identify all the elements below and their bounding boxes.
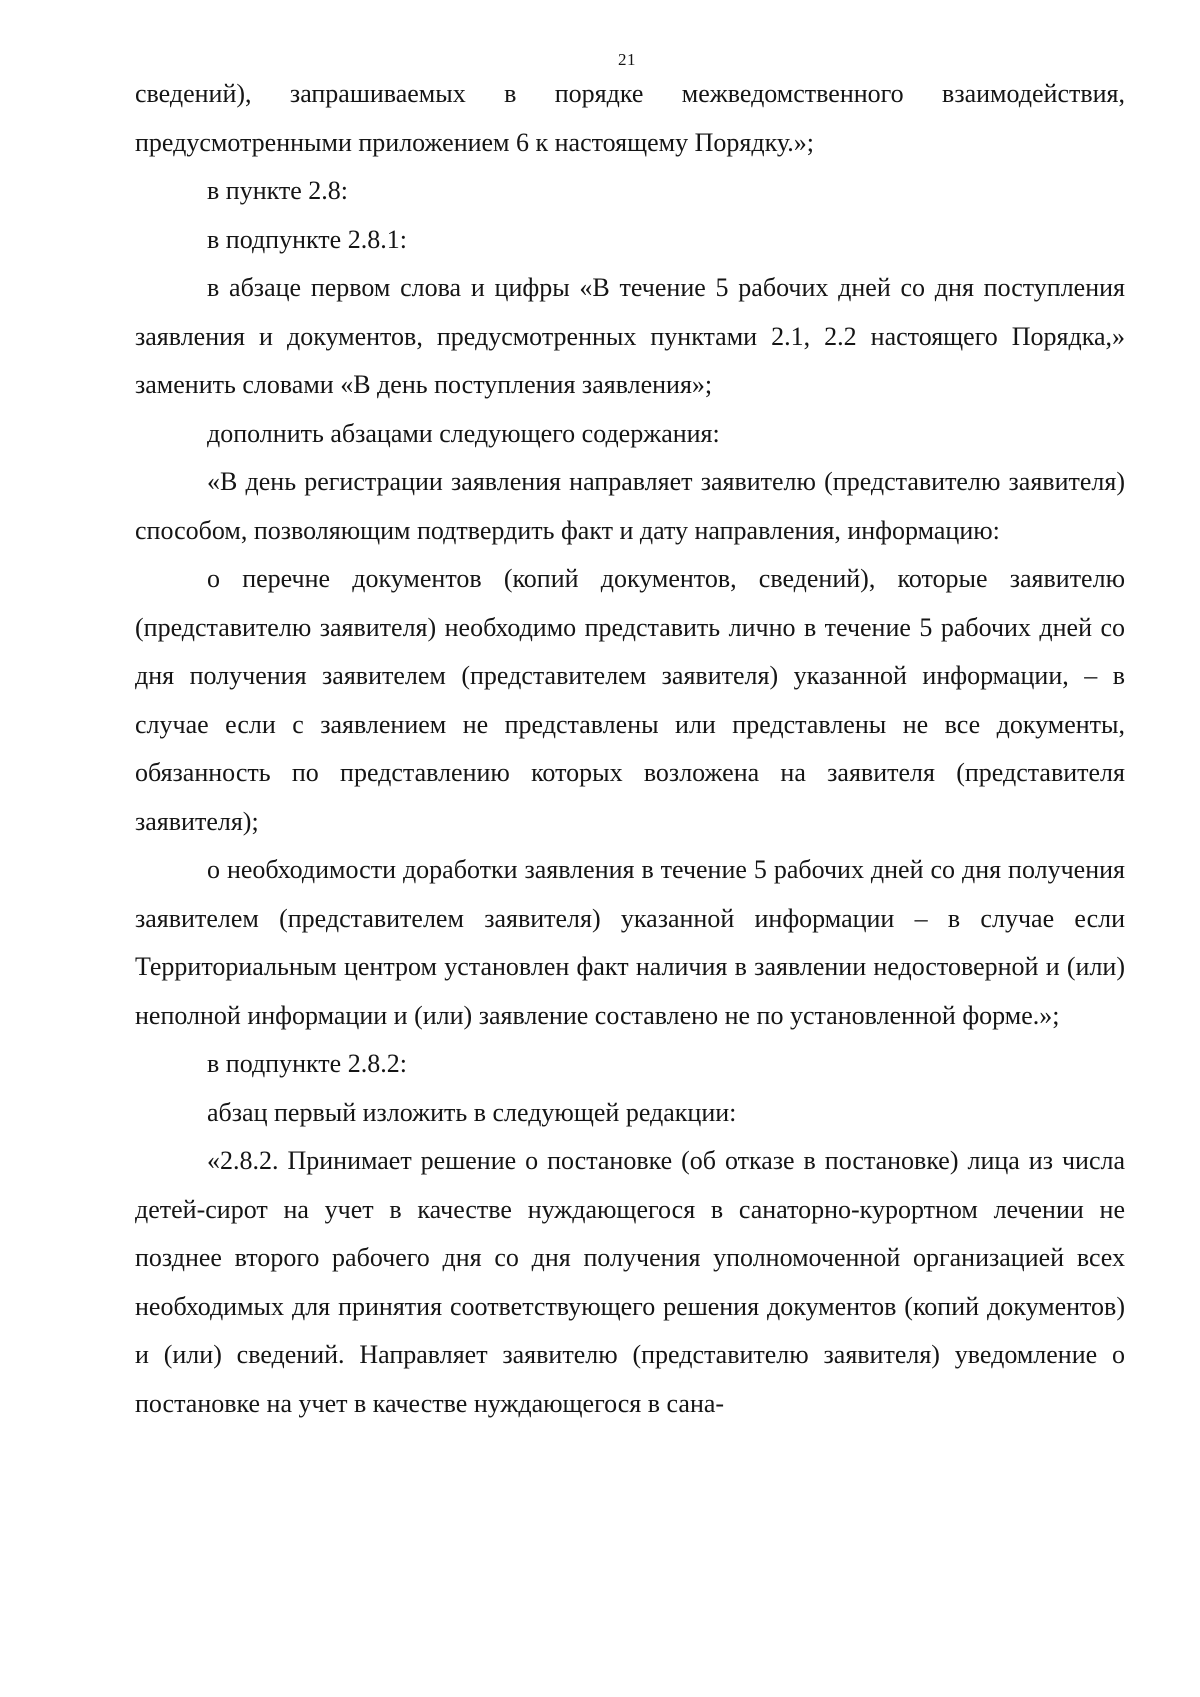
- paragraph-2: в пункте 2.8:: [207, 176, 349, 205]
- paragraph-10: абзац первый изложить в следующей редакции:: [207, 1097, 737, 1127]
- paragraph-7: о перечне документов (копий документов, сведений), которые заявителю (представителю заявителя) необходимо представить лично в течение 5 рабочих дней со дня получения заявителем (представителем заявителя) указанной информации, – в случае если с заявлением не представлены или представлены не все документы, обязанность по представлению которых возложена на заявителя (представителя заявителя);: [135, 564, 1125, 836]
- paragraph-6: «В день регистрации заявления направляет заявителю (представителю заявителя) способом, позволяющим подтвердить факт и дату направления, информацию:: [135, 467, 1125, 545]
- paragraph-8: о необходимости доработки заявления в течение 5 рабочих дней со дня получения заявителем (представителем заявителя) указанной информации – в случае если Территориальным центром установлен факт наличия в заявлении недостоверной и (или) неполной информации и (или) заявление составлено не по установленной форме.»;: [135, 855, 1125, 1030]
- paragraph-9: в подпункте 2.8.2:: [207, 1049, 407, 1078]
- page-number: 21: [618, 50, 636, 69]
- paragraph-4: в абзаце первом слова и цифры «В течение 5 рабочих дней со дня поступления заявления и документов, предусмотренных пунктами 2.1, 2.2 настоящего Порядка,» заменить словами «В день поступления заявления»;: [135, 273, 1125, 399]
- paragraph-5: дополнить абзацами следующего содержания:: [207, 418, 720, 448]
- document-body: [135, 70, 1125, 1428]
- paragraph-3: в подпункте 2.8.1:: [207, 224, 407, 254]
- paragraph-1: сведений), запрашиваемых в порядке межведомственного взаимодействия, предусмотренными приложением 6 к настоящему Порядку.»;: [135, 79, 1125, 157]
- paragraph-11: «2.8.2. Принимает решение о постановке (об отказе в постановке) лица из числа детей-сирот на учет в качестве нуждающегося в санаторно-курортном лечении не позднее второго рабочего дня со дня получения уполномоченной организацией всех необходимых для принятия соответствующего решения документов (копий документов) и (или) сведений. Направляет заявителю (представителю заявителя) уведомление о постановке на учет в качестве нуждающегося в сана-: [135, 1146, 1125, 1418]
